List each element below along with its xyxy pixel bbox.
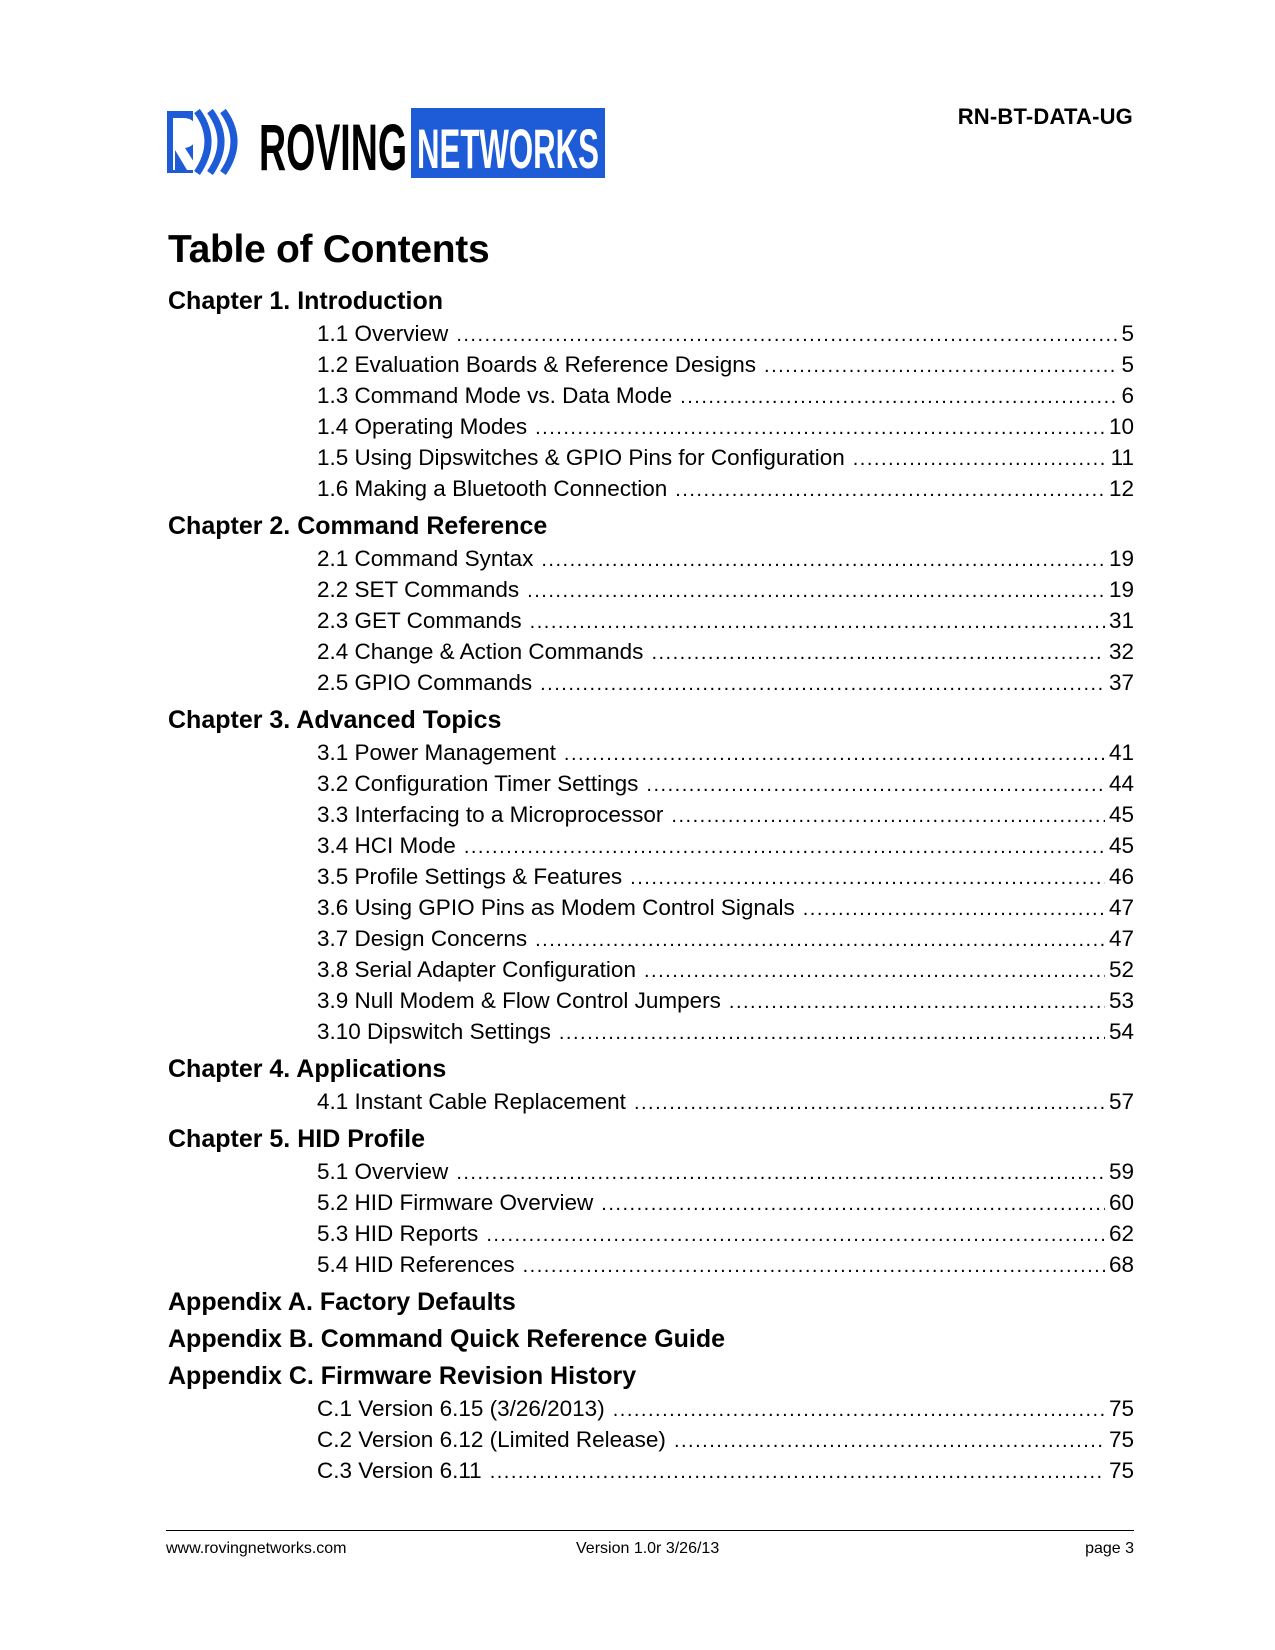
footer-website-link[interactable]: www.rovingnetworks.com — [166, 1540, 347, 1557]
entry-page-number: 5 — [1121, 352, 1134, 377]
toc-chapter-1 — [168, 286, 1134, 504]
dot-leader — [535, 413, 1105, 444]
entry-label: 5.2 HID Firmware Overview — [317, 1190, 594, 1215]
toc-entry[interactable] — [317, 442, 1134, 473]
dot-leader — [630, 863, 1105, 894]
entry-page-number: 52 — [1108, 957, 1134, 982]
entry-label: 1.4 Operating Modes — [317, 414, 528, 439]
toc-entry[interactable] — [317, 1218, 1134, 1249]
entry-label: 5.4 HID References — [317, 1252, 515, 1277]
entry-page-number: 68 — [1108, 1252, 1134, 1277]
chapter-heading[interactable]: Chapter 2. Command Reference — [168, 512, 548, 540]
dot-leader — [464, 832, 1105, 863]
document-code: RN-BT-DATA-UG — [957, 104, 1133, 129]
dot-leader — [613, 1395, 1105, 1426]
dot-leader — [671, 801, 1105, 832]
wave-mark-icon — [167, 111, 234, 173]
entry-label: 3.9 Null Modem & Flow Control Jumpers — [317, 988, 721, 1013]
entry-page-number: 44 — [1108, 771, 1134, 796]
entry-page-number: 75 — [1108, 1458, 1134, 1483]
entry-label: 1.2 Evaluation Boards & Reference Designs — [317, 352, 757, 377]
toc-entry[interactable] — [317, 737, 1134, 768]
entry-label: 5.1 Overview — [317, 1159, 449, 1184]
roving-networks-logo — [167, 108, 605, 178]
dot-leader — [680, 382, 1117, 413]
entry-label: 3.2 Configuration Timer Settings — [317, 771, 639, 796]
entry-label: 3.10 Dipswitch Settings — [317, 1019, 551, 1044]
toc-entry[interactable] — [317, 473, 1134, 504]
entry-page-number: 19 — [1108, 577, 1134, 602]
toc-entry[interactable] — [317, 1249, 1134, 1280]
entry-page-number: 19 — [1108, 546, 1134, 571]
toc-entry[interactable] — [317, 667, 1134, 698]
entry-label: 1.6 Making a Bluetooth Connection — [317, 476, 668, 501]
entry-page-number: 5 — [1121, 321, 1134, 346]
dot-leader — [456, 1158, 1105, 1189]
toc-entry[interactable] — [317, 380, 1134, 411]
toc-entry[interactable] — [317, 1016, 1134, 1047]
toc-entry[interactable] — [317, 1156, 1134, 1187]
toc-entry[interactable] — [317, 768, 1134, 799]
chapter-heading[interactable]: Chapter 1. Introduction — [168, 287, 443, 315]
toc-entry[interactable] — [317, 349, 1134, 380]
entry-page-number: 75 — [1108, 1396, 1134, 1421]
appendix-heading[interactable]: Appendix A. Factory Defaults — [168, 1288, 516, 1316]
dot-leader — [651, 638, 1105, 669]
logo-text-roving: ROVING — [259, 110, 407, 178]
dot-leader — [729, 987, 1105, 1018]
chapter-heading[interactable]: Chapter 5. HID Profile — [168, 1125, 425, 1153]
toc-chapter-3 — [168, 705, 1134, 1047]
logo-text-networks: NETWORKS — [417, 117, 599, 178]
entry-label: 5.3 HID Reports — [317, 1221, 479, 1246]
entry-page-number: 60 — [1108, 1190, 1134, 1215]
toc-appendix-a — [168, 1287, 1134, 1317]
entry-label: 3.8 Serial Adapter Configuration — [317, 957, 636, 982]
toc-entry[interactable] — [317, 1393, 1134, 1424]
entry-page-number: 46 — [1108, 864, 1134, 889]
entry-label: 1.5 Using Dipswitches & GPIO Pins for Configuration — [317, 445, 845, 470]
entry-page-number: 45 — [1108, 833, 1134, 858]
dot-leader — [646, 770, 1105, 801]
toc-entry[interactable] — [317, 830, 1134, 861]
chapter-heading[interactable]: Chapter 4. Applications — [168, 1055, 447, 1083]
dot-leader — [456, 320, 1117, 351]
entry-page-number: 47 — [1108, 895, 1134, 920]
entry-label: 1.3 Command Mode vs. Data Mode — [317, 383, 673, 408]
dot-leader — [674, 1426, 1105, 1457]
entry-label: 4.1 Instant Cable Replacement — [317, 1089, 626, 1114]
entry-page-number: 6 — [1121, 383, 1134, 408]
toc-chapter-5 — [168, 1124, 1134, 1280]
entry-page-number: 37 — [1108, 670, 1134, 695]
entry-page-number: 75 — [1108, 1427, 1134, 1452]
toc-entry[interactable] — [317, 799, 1134, 830]
entry-page-number: 32 — [1108, 639, 1134, 664]
entry-label: 3.1 Power Management — [317, 740, 556, 765]
toc-entry[interactable] — [317, 1086, 1134, 1117]
page-title: Table of Contents — [168, 228, 490, 271]
dot-leader — [527, 576, 1105, 607]
chapter-heading[interactable]: Chapter 3. Advanced Topics — [168, 706, 502, 734]
dot-leader — [540, 669, 1105, 700]
entry-label: 2.5 GPIO Commands — [317, 670, 533, 695]
dot-leader — [530, 607, 1105, 638]
table-of-contents — [168, 286, 1134, 1486]
entry-page-number: 10 — [1108, 414, 1134, 439]
toc-entry[interactable] — [317, 636, 1134, 667]
entry-label: C.1 Version 6.15 (3/26/2013) — [317, 1396, 605, 1421]
dot-leader — [644, 956, 1105, 987]
entry-label: 1.1 Overview — [317, 321, 449, 346]
dot-leader — [634, 1088, 1105, 1119]
toc-entry[interactable] — [317, 923, 1134, 954]
entry-label: 2.2 SET Commands — [317, 577, 520, 602]
toc-entry[interactable] — [317, 985, 1134, 1016]
entry-page-number: 54 — [1108, 1019, 1134, 1044]
toc-entry[interactable] — [317, 411, 1134, 442]
entry-page-number: 59 — [1108, 1159, 1134, 1184]
toc-entry[interactable] — [317, 892, 1134, 923]
entry-label: 2.1 Command Syntax — [317, 546, 534, 571]
entry-page-number: 62 — [1108, 1221, 1134, 1246]
toc-entry[interactable] — [317, 543, 1134, 574]
footer-divider — [166, 1530, 1134, 1531]
toc-entry[interactable] — [317, 954, 1134, 985]
entry-label: C.3 Version 6.11 — [317, 1458, 482, 1483]
footer-page-number: page 3 — [1085, 1540, 1134, 1557]
entry-page-number: 12 — [1108, 476, 1134, 501]
entry-label: 3.4 HCI Mode — [317, 833, 456, 858]
toc-entry[interactable] — [317, 574, 1134, 605]
dot-leader — [490, 1457, 1105, 1488]
dot-leader — [764, 351, 1117, 382]
dot-leader — [564, 739, 1105, 770]
toc-entry[interactable] — [317, 861, 1134, 892]
entry-label: C.2 Version 6.12 (Limited Release) — [317, 1427, 666, 1452]
entry-page-number: 53 — [1108, 988, 1134, 1013]
entry-page-number: 57 — [1108, 1089, 1134, 1114]
toc-entry[interactable] — [317, 605, 1134, 636]
dot-leader — [486, 1220, 1105, 1251]
entry-page-number: 41 — [1108, 740, 1134, 765]
entry-label: 2.3 GET Commands — [317, 608, 522, 633]
dot-leader — [675, 475, 1105, 506]
entry-label: 3.6 Using GPIO Pins as Modem Control Signals — [317, 895, 795, 920]
entry-label: 3.5 Profile Settings & Features — [317, 864, 623, 889]
entry-label: 3.7 Design Concerns — [317, 926, 528, 951]
entry-page-number: 45 — [1108, 802, 1134, 827]
toc-entry[interactable] — [317, 1424, 1134, 1455]
toc-appendix-c — [168, 1361, 1134, 1486]
appendix-heading[interactable]: Appendix B. Command Quick Reference Guide — [168, 1325, 726, 1353]
entry-label: 2.4 Change & Action Commands — [317, 639, 644, 664]
footer-version: Version 1.0r 3/26/13 — [576, 1540, 720, 1557]
toc-chapter-2 — [168, 511, 1134, 698]
entry-page-number: 31 — [1108, 608, 1134, 633]
entry-page-number: 47 — [1108, 926, 1134, 951]
entry-label: 3.3 Interfacing to a Microprocessor — [317, 802, 664, 827]
toc-entry[interactable] — [317, 1187, 1134, 1218]
dot-leader — [803, 894, 1105, 925]
toc-entry[interactable] — [317, 1455, 1134, 1486]
dot-leader — [853, 444, 1107, 475]
toc-chapter-4 — [168, 1054, 1134, 1117]
dot-leader — [541, 545, 1105, 576]
dot-leader — [535, 925, 1105, 956]
appendix-heading[interactable]: Appendix C. Firmware Revision History — [168, 1362, 637, 1390]
toc-entry[interactable] — [317, 318, 1134, 349]
entry-page-number: 11 — [1110, 445, 1134, 470]
toc-appendix-b — [168, 1324, 1134, 1354]
dot-leader — [601, 1189, 1105, 1220]
dot-leader — [523, 1251, 1105, 1282]
dot-leader — [559, 1018, 1105, 1049]
